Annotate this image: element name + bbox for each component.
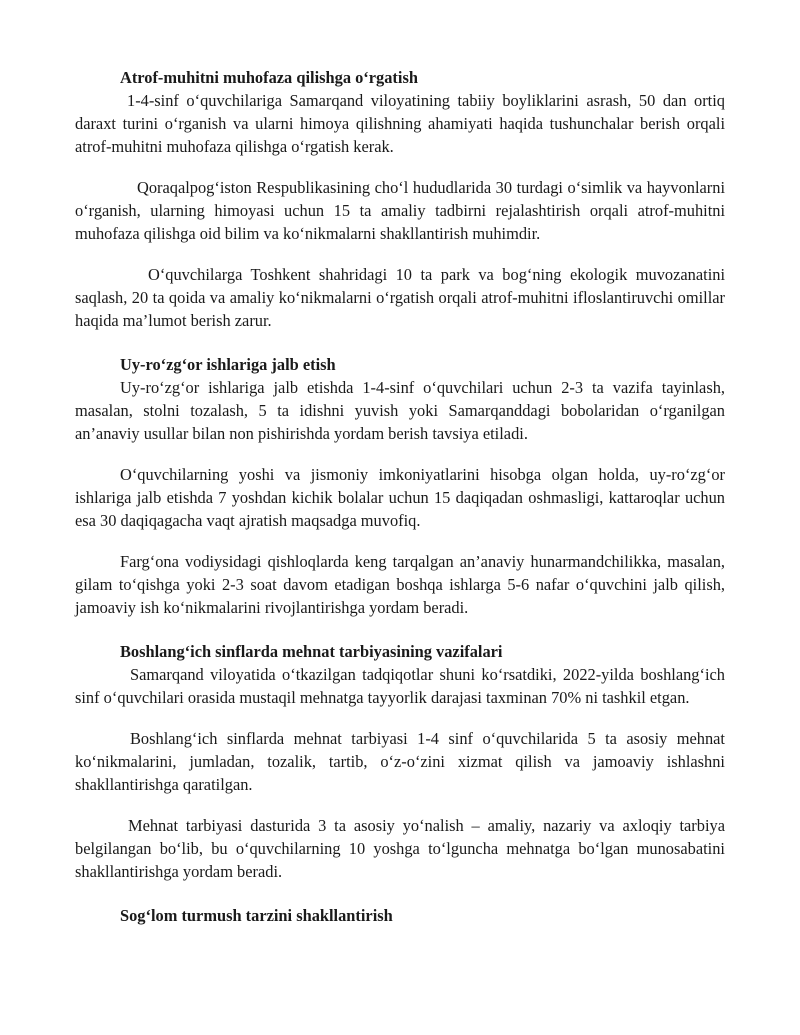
document-page xyxy=(75,66,725,927)
paragraph: Mehnat tarbiyasi dasturida 3 ta asosiy yo‘nalish – amaliy, nazariy va axloqiy tarbiya belgilangan bo‘lib, bu o‘quvchilarning 10 yoshga to‘lguncha mehnatga bo‘lgan munosabatini shakllantirishga yordam beradi. xyxy=(75,816,725,881)
paragraph: Samarqand viloyatida o‘tkazilgan tadqiqotlar shuni ko‘rsatdiki, 2022-yilda boshlang‘ich sinf o‘quvchilari orasida mustaqil mehnatga tayyorlik darajasi taxminan 70% ni tashkil etgan. xyxy=(75,665,725,707)
paragraph: Qoraqalpog‘iston Respublikasining cho‘l hududlarida 30 turdagi o‘simlik va hayvonlarni o‘rganish, ularning himoyasi uchun 15 ta amaliy tadbirni rejalashtirish orqali atrof-muhitni muhofaza qilishga oid bilim va ko‘nikmalarni shakllantirish muhimdir. xyxy=(75,178,725,243)
section-heading: Sog‘lom turmush tarzini shakllantirish xyxy=(120,906,393,925)
section-heading: Atrof-muhitni muhofaza qilishga o‘rgatish xyxy=(120,68,418,87)
paragraph: Uy-ro‘zg‘or ishlariga jalb etishda 1-4-sinf o‘quvchilari uchun 2-3 ta vazifa tayinlash, masalan, stolni tozalash, 5 ta idishni yuvish yoki Samarqanddagi bobolaridan o‘rganilgan an’anaviy usullar bilan non pishirishda yordam berish tavsiya etiladi. xyxy=(75,378,725,443)
paragraph: Farg‘ona vodiysidagi qishloqlarda keng tarqalgan an’anaviy hunarmandchilikka, masalan, gilam to‘qishga yoki 2-3 soat davom etadigan boshqa ishlarga 5-6 nafar o‘quvchini jalb qilish, jamoaviy ish ko‘nikmalarini rivojlantirishga yordam beradi. xyxy=(75,552,725,617)
section-heading: Boshlang‘ich sinflarda mehnat tarbiyasining vazifalari xyxy=(120,642,503,661)
section-heading: Uy-ro‘zg‘or ishlariga jalb etish xyxy=(120,355,336,374)
paragraph: 1-4-sinf o‘quvchilariga Samarqand viloyatining tabiiy boyliklarini asrash, 50 dan ortiq daraxt turini o‘rganish va ularni himoya qilishning ahamiyati haqida tushunchalar berish orqali atrof-muhitni muhofaza qilishga o‘rgatish kerak. xyxy=(75,91,725,156)
paragraph: Boshlang‘ich sinflarda mehnat tarbiyasi 1-4 sinf o‘quvchilarida 5 ta asosiy mehnat ko‘nikmalarini, jumladan, tozalik, tartib, o‘z-o‘zini xizmat qilish va jamoaviy ishlashni shakllantirishga qaratilgan. xyxy=(75,729,725,794)
paragraph: O‘quvchilarga Toshkent shahridagi 10 ta park va bog‘ning ekologik muvozanatini saqlash, 20 ta qoida va amaliy ko‘nikmalarni o‘rgatish orqali atrof-muhitni ifloslantiruvchi omillar haqida ma’lumot berish zarur. xyxy=(75,265,725,330)
paragraph: O‘quvchilarning yoshi va jismoniy imkoniyatlarini hisobga olgan holda, uy-ro‘zg‘or ishlariga jalb etishda 7 yoshdan kichik bolalar uchun 15 daqiqadan oshmasligi, kattaroqlar uchun esa 30 daqiqagacha vaqt ajratish maqsadga muvofiq. xyxy=(75,465,725,530)
